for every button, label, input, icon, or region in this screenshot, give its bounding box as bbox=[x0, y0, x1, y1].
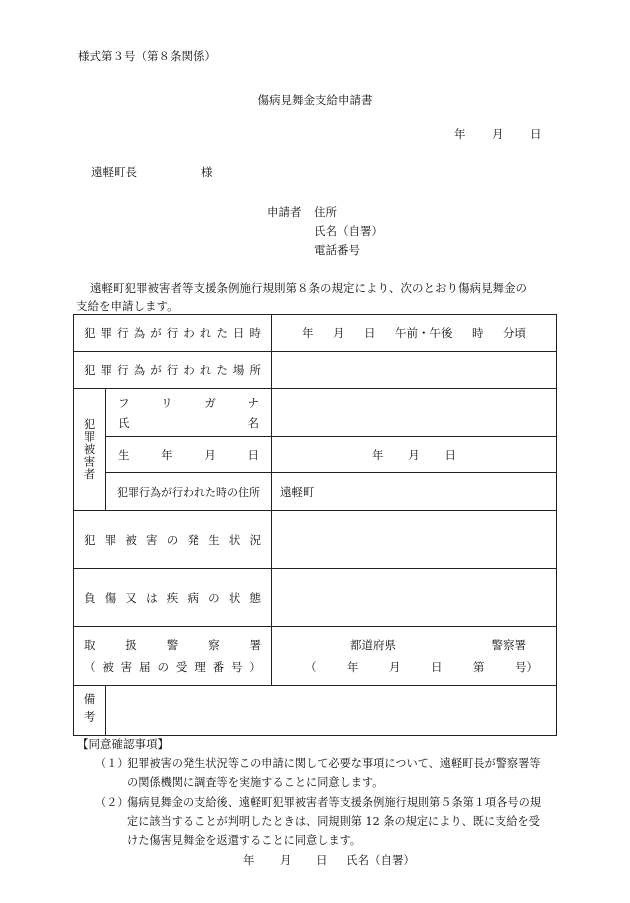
label-char: 罪 bbox=[100, 326, 113, 340]
table-row bbox=[74, 511, 557, 569]
year-text: 年 bbox=[347, 660, 359, 674]
dob-field[interactable] bbox=[272, 437, 557, 473]
sign-name-label: 氏名（自署） bbox=[346, 853, 415, 867]
label-char: 取 bbox=[84, 638, 96, 652]
prefecture-text: 都道府県 bbox=[350, 638, 396, 652]
consent-item-2-number: （２） bbox=[95, 796, 129, 809]
label-char: れ bbox=[199, 363, 212, 377]
consent-heading: 【同意確認事項】 bbox=[77, 737, 169, 751]
label-char: 察 bbox=[208, 638, 220, 652]
number-suffix-text: 号） bbox=[515, 660, 538, 674]
injury-state-label bbox=[74, 590, 271, 606]
form-number: 様式第３号（第８条関係） bbox=[78, 49, 216, 63]
victim-group-label bbox=[74, 389, 106, 511]
label-char: ナ bbox=[247, 395, 259, 410]
label-char: 状 bbox=[228, 532, 241, 547]
month-text: 月 bbox=[333, 326, 345, 340]
label-char: 病 bbox=[187, 590, 199, 605]
ampm-text: 午前・午後 bbox=[395, 326, 453, 340]
injury-state-field[interactable] bbox=[272, 569, 557, 627]
name-label bbox=[106, 415, 271, 431]
label-char: 負 bbox=[84, 590, 96, 605]
police-label bbox=[74, 637, 271, 653]
label-char: 生 bbox=[208, 532, 220, 547]
label-char: 日 bbox=[247, 447, 259, 462]
remarks-field[interactable] bbox=[106, 686, 557, 736]
label-char: 為 bbox=[133, 326, 146, 340]
label-char: は bbox=[146, 590, 158, 605]
label-char: 氏 bbox=[118, 415, 130, 430]
label-char: が bbox=[150, 363, 162, 377]
month-text: 月 bbox=[389, 660, 401, 674]
label-char: 行 bbox=[166, 363, 179, 377]
year-text: 年 bbox=[302, 326, 314, 340]
day-text: 日 bbox=[444, 447, 456, 462]
victim-group-text: 犯罪被害者 bbox=[82, 418, 97, 481]
day-text: 日 bbox=[364, 326, 376, 340]
label-char: ガ bbox=[204, 395, 216, 410]
label-char: 日 bbox=[232, 326, 245, 340]
date-day: 日 bbox=[530, 127, 542, 141]
label-char: 況 bbox=[249, 532, 261, 547]
label-char: 被 bbox=[125, 532, 137, 547]
label-char: が bbox=[150, 326, 162, 340]
label-char: リ bbox=[161, 395, 173, 410]
table-row bbox=[74, 315, 557, 352]
crime-place-label bbox=[74, 362, 271, 378]
table-row bbox=[74, 389, 557, 437]
label-char: 所 bbox=[249, 363, 261, 377]
label-char: 害 bbox=[146, 532, 158, 547]
applicant-address-label: 住所 bbox=[314, 205, 337, 219]
station-text: 警察署 bbox=[491, 638, 526, 652]
label-char: 態 bbox=[249, 590, 261, 605]
paren-text: （ bbox=[305, 660, 317, 674]
sign-day: 日 bbox=[316, 853, 328, 867]
address-at-crime-label: 犯罪行為が行われた時の住所 bbox=[106, 473, 272, 511]
label-char: の bbox=[166, 532, 179, 547]
label-char: 罪 bbox=[104, 532, 117, 547]
label-char: 又 bbox=[125, 590, 137, 605]
dob-label bbox=[106, 447, 271, 463]
label-char: の bbox=[208, 590, 220, 605]
date-month: 月 bbox=[492, 127, 504, 141]
intro-line-2: 支給を申請します。 bbox=[76, 299, 179, 313]
police-receipt-label bbox=[74, 659, 271, 675]
label-char: 場 bbox=[232, 363, 245, 377]
label-char: 受 bbox=[175, 660, 188, 674]
remarks-label bbox=[74, 686, 106, 736]
damage-situation-field[interactable] bbox=[272, 511, 557, 569]
remarks-text: 備考 bbox=[82, 693, 97, 728]
damage-situation-label bbox=[74, 532, 271, 548]
application-table bbox=[73, 314, 557, 736]
sign-month: 月 bbox=[280, 853, 292, 867]
label-char: 生 bbox=[118, 447, 130, 462]
label-char: 犯 bbox=[84, 326, 96, 340]
crime-datetime-field[interactable] bbox=[272, 315, 557, 352]
label-char: 発 bbox=[187, 532, 199, 547]
label-char: 害 bbox=[120, 660, 133, 674]
label-char: 罪 bbox=[100, 363, 113, 377]
label-char: た bbox=[216, 326, 228, 340]
consent-item-2-line-2: 定に該当することが判明したときは、同規則第 12 条の規定により、既に支給を受 bbox=[127, 815, 540, 828]
applicant-phone-label: 電話番号 bbox=[314, 243, 360, 257]
label-char: （ bbox=[84, 660, 96, 674]
label-char: 行 bbox=[117, 363, 129, 377]
form-title: 傷病見舞金支給申請書 bbox=[257, 93, 373, 107]
label-char: 警 bbox=[166, 638, 179, 652]
label-char: 時 bbox=[249, 326, 261, 340]
label-char: フ bbox=[118, 395, 130, 410]
label-char: 署 bbox=[249, 638, 261, 652]
label-char: 犯 bbox=[84, 363, 96, 377]
year-text: 年 bbox=[372, 447, 384, 462]
applicant-name-label: 氏名（自署） bbox=[314, 224, 383, 238]
consent-item-1-line-2: の関係機関に調査等を実施することに同意します。 bbox=[127, 776, 384, 789]
label-char: ） bbox=[249, 660, 261, 674]
table-row bbox=[74, 352, 557, 389]
label-char: れ bbox=[199, 326, 212, 340]
label-char: 行 bbox=[117, 326, 129, 340]
label-char: 名 bbox=[247, 415, 259, 430]
label-char: 疾 bbox=[166, 590, 179, 605]
number-prefix-text: 第 bbox=[473, 660, 485, 674]
label-char: 番 bbox=[212, 660, 225, 674]
police-field[interactable] bbox=[272, 627, 557, 686]
label-char: 行 bbox=[166, 326, 179, 340]
addressee-honorific: 様 bbox=[201, 165, 213, 179]
table-row bbox=[74, 569, 557, 627]
intro-line-1: 遠軽町犯罪被害者等支援条例施行規則第８条の規定により、次のとおり傷病見舞金の bbox=[90, 281, 527, 295]
consent-item-1-line-1: 犯罪被害の発生状況等この申請に関して必要な事項について、遠軽町長が警察署等 bbox=[127, 757, 541, 770]
applicant-label: 申請者 bbox=[267, 205, 302, 219]
label-char: の bbox=[157, 660, 169, 674]
label-char: 状 bbox=[228, 590, 241, 605]
minute-text: 分頃 bbox=[503, 326, 526, 340]
month-text: 月 bbox=[408, 447, 420, 462]
victim-name-field[interactable] bbox=[272, 389, 557, 437]
label-char: 届 bbox=[139, 660, 151, 674]
consent-item-2-line-3: けた傷害見舞金を返還することに同意します。 bbox=[127, 834, 362, 847]
label-char: 傷 bbox=[104, 590, 117, 605]
date-year: 年 bbox=[454, 127, 466, 141]
label-char: 扱 bbox=[125, 638, 137, 652]
label-char: 被 bbox=[102, 660, 114, 674]
consent-item-2-line-1: 傷病見舞金の支給後、遠軽町犯罪被害者等支援条例施行規則第５条第１項各号の規 bbox=[127, 796, 541, 809]
address-at-crime-field[interactable]: 遠軽町 bbox=[272, 473, 557, 511]
label-char: た bbox=[216, 363, 228, 377]
label-char: 年 bbox=[161, 447, 173, 462]
sign-year: 年 bbox=[243, 853, 255, 867]
label-char: 月 bbox=[204, 447, 216, 462]
label-char: 理 bbox=[194, 660, 206, 674]
table-row bbox=[74, 473, 557, 511]
day-text: 日 bbox=[431, 660, 443, 674]
table-row bbox=[74, 686, 557, 736]
label-char: 為 bbox=[133, 363, 146, 377]
consent-item-1-number: （１） bbox=[95, 757, 129, 770]
label-char: 犯 bbox=[84, 532, 96, 547]
furigana-label bbox=[106, 395, 271, 411]
crime-datetime-label bbox=[74, 325, 271, 341]
table-row bbox=[74, 627, 557, 686]
addressee-name: 遠軽町長 bbox=[91, 165, 137, 179]
crime-place-field[interactable] bbox=[272, 352, 557, 389]
hour-text: 時 bbox=[472, 326, 484, 340]
label-char: 号 bbox=[231, 660, 243, 674]
table-row bbox=[74, 437, 557, 473]
label-char: わ bbox=[183, 363, 195, 377]
label-char: わ bbox=[183, 326, 195, 340]
